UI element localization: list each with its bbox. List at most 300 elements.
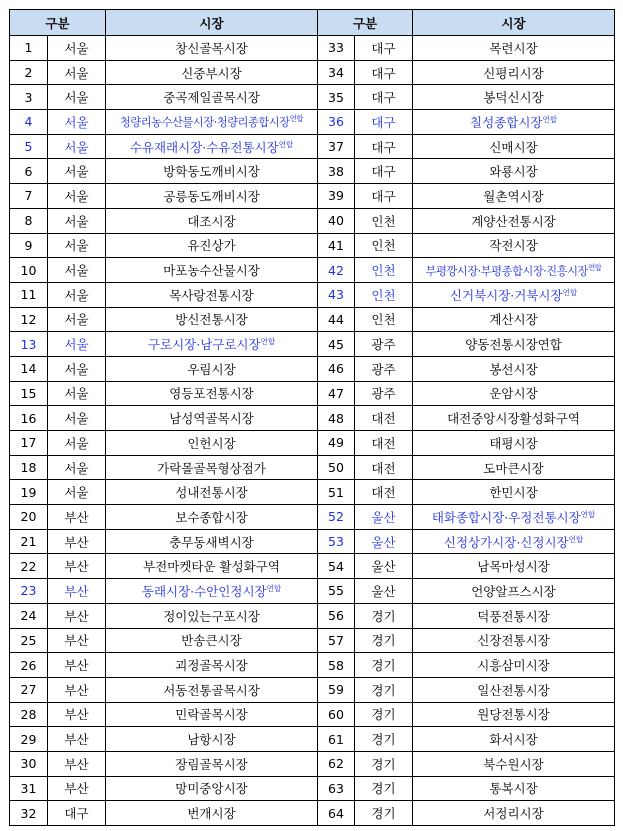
market-name: 공릉동도깨비시장 (163, 188, 260, 204)
row-number: 64 (318, 801, 355, 826)
region-cell: 서울 (48, 258, 106, 283)
region-cell: 울산 (355, 554, 413, 579)
union-mark: 연합 (266, 583, 282, 593)
market-name-cell (106, 702, 318, 727)
row-number: 10 (10, 258, 48, 283)
region-cell: 서울 (48, 184, 106, 209)
table-row (10, 653, 615, 678)
row-number: 56 (318, 603, 355, 628)
market-name-cell (413, 85, 615, 110)
market-name-cell (413, 505, 615, 530)
table-row (10, 677, 615, 702)
market-name-cell (106, 208, 318, 233)
market-name: 방신전통시장 (175, 312, 248, 328)
market-name: 구로시장·남구로시장 (147, 337, 261, 353)
table-row (10, 702, 615, 727)
row-number: 42 (318, 258, 355, 283)
table-header (10, 10, 615, 36)
market-name-cell (106, 85, 318, 110)
region-cell: 경기 (355, 603, 413, 628)
union-mark: 연합 (587, 262, 602, 272)
row-number: 2 (10, 60, 48, 85)
region-cell: 대구 (48, 801, 106, 826)
table-row (10, 381, 615, 406)
union-mark: 연합 (260, 337, 276, 347)
table-row (10, 110, 615, 135)
market-name-cell (106, 801, 318, 826)
table-row (10, 184, 615, 209)
header-row (10, 10, 615, 36)
table-row (10, 258, 615, 283)
region-cell: 서울 (48, 381, 106, 406)
row-number: 34 (318, 60, 355, 85)
row-number: 28 (10, 702, 48, 727)
market-name: 월촌역시장 (483, 188, 544, 204)
row-number: 54 (318, 554, 355, 579)
row-number: 44 (318, 307, 355, 332)
row-number: 63 (318, 776, 355, 801)
row-number: 58 (318, 653, 355, 678)
market-name: 한민시장 (489, 485, 538, 501)
market-name-cell (413, 653, 615, 678)
row-number: 6 (10, 159, 48, 184)
table-row (10, 36, 615, 61)
table-row (10, 603, 615, 628)
table-row (10, 480, 615, 505)
market-name-cell (106, 653, 318, 678)
region-cell: 부산 (48, 702, 106, 727)
region-cell: 서울 (48, 159, 106, 184)
market-name-cell (106, 110, 318, 135)
market-name: 와룡시장 (489, 164, 538, 180)
market-name: 망미중앙시장 (175, 781, 248, 797)
market-name-cell (413, 677, 615, 702)
market-name-cell (106, 36, 318, 61)
table-row (10, 776, 615, 801)
region-cell: 광주 (355, 356, 413, 381)
market-name-cell (106, 184, 318, 209)
table-row (10, 455, 615, 480)
region-cell: 대구 (355, 85, 413, 110)
region-cell: 대전 (355, 431, 413, 456)
market-name: 중곡제일골목시장 (163, 90, 260, 106)
table-row (10, 332, 615, 357)
union-mark: 연합 (580, 509, 596, 519)
row-number: 59 (318, 677, 355, 702)
market-name-cell (106, 480, 318, 505)
market-name: 작전시장 (489, 238, 538, 254)
market-name-cell (413, 727, 615, 752)
market-name-cell (413, 628, 615, 653)
union-mark: 연합 (568, 534, 584, 544)
region-cell: 대구 (355, 159, 413, 184)
row-number: 49 (318, 431, 355, 456)
market-name: 일산전통시장 (477, 682, 550, 698)
market-name-cell (413, 702, 615, 727)
region-cell: 서울 (48, 36, 106, 61)
market-name-cell (413, 110, 615, 135)
row-number: 57 (318, 628, 355, 653)
row-number: 35 (318, 85, 355, 110)
row-number: 19 (10, 480, 48, 505)
market-name-cell (413, 603, 615, 628)
region-cell: 대전 (355, 406, 413, 431)
market-name-cell (413, 36, 615, 61)
table-row (10, 529, 615, 554)
row-number: 52 (318, 505, 355, 530)
row-number: 60 (318, 702, 355, 727)
row-number: 4 (10, 110, 48, 135)
region-cell: 광주 (355, 332, 413, 357)
market-name: 도마큰시장 (483, 460, 544, 476)
row-number: 46 (318, 356, 355, 381)
row-number: 1 (10, 36, 48, 61)
region-cell: 서울 (48, 233, 106, 258)
market-name: 인헌시장 (187, 435, 236, 451)
market-name-cell (413, 184, 615, 209)
market-name-cell (106, 529, 318, 554)
region-cell: 부산 (48, 751, 106, 776)
header-market-right: 시장 (413, 10, 615, 36)
market-name: 괴정골목시장 (175, 658, 248, 674)
market-name-cell (413, 159, 615, 184)
row-number: 7 (10, 184, 48, 209)
row-number: 51 (318, 480, 355, 505)
row-number: 20 (10, 505, 48, 530)
market-name: 언양알프스시장 (471, 583, 556, 599)
market-name-cell (106, 677, 318, 702)
market-name-cell (106, 307, 318, 332)
table-row (10, 505, 615, 530)
row-number: 61 (318, 727, 355, 752)
market-name: 대조시장 (187, 213, 236, 229)
row-number: 33 (318, 36, 355, 61)
row-number: 39 (318, 184, 355, 209)
market-name: 목사랑전통시장 (169, 287, 254, 303)
row-number: 23 (10, 579, 48, 604)
market-name: 화서시장 (489, 732, 538, 748)
row-number: 17 (10, 431, 48, 456)
row-number: 29 (10, 727, 48, 752)
region-cell: 서울 (48, 480, 106, 505)
row-number: 43 (318, 282, 355, 307)
market-name: 서정리시장 (483, 806, 544, 822)
market-name: 계산시장 (489, 312, 538, 328)
market-name-cell (413, 801, 615, 826)
row-number: 13 (10, 332, 48, 357)
market-name-cell (413, 356, 615, 381)
region-cell: 경기 (355, 628, 413, 653)
row-number: 8 (10, 208, 48, 233)
row-number: 24 (10, 603, 48, 628)
table-row (10, 751, 615, 776)
market-name: 신매시장 (489, 139, 538, 155)
row-number: 37 (318, 134, 355, 159)
market-name: 성내전통시장 (175, 485, 248, 501)
market-name-cell (413, 258, 615, 283)
row-number: 62 (318, 751, 355, 776)
market-name: 동래시장·수안인정시장 (141, 583, 267, 599)
market-name-cell (413, 307, 615, 332)
region-cell: 서울 (48, 282, 106, 307)
row-number: 55 (318, 579, 355, 604)
market-name-cell (106, 751, 318, 776)
market-name: 봉선시장 (489, 361, 538, 377)
region-cell: 부산 (48, 628, 106, 653)
row-number: 31 (10, 776, 48, 801)
market-name-cell (413, 381, 615, 406)
row-number: 40 (318, 208, 355, 233)
region-cell: 경기 (355, 801, 413, 826)
market-name: 봉덕신시장 (483, 90, 544, 106)
region-cell: 대전 (355, 455, 413, 480)
region-cell: 서울 (48, 85, 106, 110)
market-name: 신중부시장 (181, 65, 242, 81)
table-row (10, 431, 615, 456)
market-name: 북수원시장 (483, 756, 544, 772)
market-name: 원당전통시장 (477, 707, 550, 723)
table-row (10, 801, 615, 826)
region-cell: 서울 (48, 60, 106, 85)
header-market-left: 시장 (106, 10, 318, 36)
market-name-cell (106, 233, 318, 258)
market-name: 양동전통시장연합 (465, 337, 562, 353)
region-cell: 서울 (48, 110, 106, 135)
region-cell: 경기 (355, 677, 413, 702)
market-name-cell (106, 282, 318, 307)
market-name-cell (106, 727, 318, 752)
table-row (10, 579, 615, 604)
market-name: 번개시장 (187, 806, 236, 822)
market-name: 계양산전통시장 (471, 213, 556, 229)
row-number: 14 (10, 356, 48, 381)
row-number: 18 (10, 455, 48, 480)
row-number: 45 (318, 332, 355, 357)
market-name: 보수종합시장 (175, 509, 248, 525)
market-name-cell (413, 431, 615, 456)
region-cell: 대구 (355, 36, 413, 61)
market-name-cell (106, 406, 318, 431)
row-number: 27 (10, 677, 48, 702)
region-cell: 부산 (48, 529, 106, 554)
region-cell: 부산 (48, 727, 106, 752)
market-name-cell (413, 282, 615, 307)
market-name: 목련시장 (489, 40, 538, 56)
row-number: 3 (10, 85, 48, 110)
region-cell: 대구 (355, 184, 413, 209)
table-row (10, 208, 615, 233)
market-name: 정이있는구포시장 (163, 608, 260, 624)
market-name-cell (413, 406, 615, 431)
market-name-cell (413, 776, 615, 801)
market-name: 남항시장 (187, 732, 236, 748)
market-name: 신장전통시장 (477, 633, 550, 649)
market-name: 유진상가 (187, 238, 236, 254)
region-cell: 울산 (355, 529, 413, 554)
market-name-cell (106, 134, 318, 159)
market-name: 남성역골목시장 (169, 411, 254, 427)
market-name: 영등포전통시장 (169, 386, 254, 402)
market-name: 태화종합시장·우정전통시장 (431, 509, 581, 525)
market-name: 서동전통골목시장 (163, 682, 260, 698)
market-name: 태평시장 (489, 435, 538, 451)
table-row (10, 159, 615, 184)
region-cell: 부산 (48, 603, 106, 628)
region-cell: 부산 (48, 653, 106, 678)
region-cell: 서울 (48, 332, 106, 357)
row-number: 41 (318, 233, 355, 258)
market-name-cell (413, 134, 615, 159)
row-number: 36 (318, 110, 355, 135)
region-cell: 서울 (48, 307, 106, 332)
market-name-cell (106, 60, 318, 85)
row-number: 50 (318, 455, 355, 480)
market-name: 가락몰골목형상점가 (157, 460, 266, 476)
table-row (10, 307, 615, 332)
table-row (10, 628, 615, 653)
header-category-left: 구분 (10, 10, 106, 36)
table-row (10, 134, 615, 159)
region-cell: 인천 (355, 307, 413, 332)
region-cell: 서울 (48, 455, 106, 480)
market-name: 마포농수산물시장 (163, 263, 260, 279)
region-cell: 경기 (355, 751, 413, 776)
union-mark: 연합 (542, 114, 557, 124)
market-name: 창신골목시장 (175, 40, 248, 56)
market-name-cell (106, 505, 318, 530)
region-cell: 서울 (48, 406, 106, 431)
market-name: 반송큰시장 (181, 633, 242, 649)
market-name: 청량리농수산물시장·청량리종합시장 (119, 116, 290, 130)
market-name: 대전중앙시장활성화구역 (447, 411, 580, 427)
market-name-cell (106, 381, 318, 406)
union-mark: 연합 (278, 139, 294, 149)
table-row (10, 554, 615, 579)
market-name: 우림시장 (187, 361, 236, 377)
market-name-cell (413, 60, 615, 85)
row-number: 53 (318, 529, 355, 554)
row-number: 26 (10, 653, 48, 678)
table-row (10, 727, 615, 752)
row-number: 11 (10, 282, 48, 307)
table-row (10, 60, 615, 85)
region-cell: 대전 (355, 480, 413, 505)
region-cell: 인천 (355, 208, 413, 233)
row-number: 38 (318, 159, 355, 184)
region-cell: 대구 (355, 110, 413, 135)
row-number: 12 (10, 307, 48, 332)
market-name-cell (106, 332, 318, 357)
region-cell: 광주 (355, 381, 413, 406)
row-number: 5 (10, 134, 48, 159)
region-cell: 부산 (48, 505, 106, 530)
market-name: 운암시장 (489, 386, 538, 402)
table-row (10, 282, 615, 307)
row-number: 21 (10, 529, 48, 554)
header-category-right: 구분 (318, 10, 413, 36)
union-mark: 연합 (562, 287, 578, 297)
market-name-cell (106, 455, 318, 480)
market-name: 통복시장 (489, 781, 538, 797)
row-number: 22 (10, 554, 48, 579)
region-cell: 대구 (355, 134, 413, 159)
table-row (10, 85, 615, 110)
market-name: 부평깡시장·부평종합시장·진흥시장 (425, 264, 588, 278)
row-number: 25 (10, 628, 48, 653)
market-name: 남목마성시장 (477, 559, 550, 575)
market-name-cell (413, 579, 615, 604)
market-name: 부전마켓타운 활성화구역 (143, 559, 280, 575)
market-name: 덕풍전통시장 (477, 608, 550, 624)
market-name-cell (106, 628, 318, 653)
market-name: 신평리시장 (483, 65, 544, 81)
region-cell: 인천 (355, 233, 413, 258)
row-number: 9 (10, 233, 48, 258)
region-cell: 울산 (355, 579, 413, 604)
market-name: 민락골목시장 (175, 707, 248, 723)
table-row (10, 233, 615, 258)
market-name-cell (413, 554, 615, 579)
row-number: 15 (10, 381, 48, 406)
market-name-cell (106, 603, 318, 628)
region-cell: 서울 (48, 134, 106, 159)
market-name-cell (106, 579, 318, 604)
region-cell: 부산 (48, 579, 106, 604)
region-cell: 부산 (48, 677, 106, 702)
row-number: 32 (10, 801, 48, 826)
table-row (10, 406, 615, 431)
market-name: 칠성종합시장 (470, 114, 543, 130)
row-number: 48 (318, 406, 355, 431)
region-cell: 경기 (355, 702, 413, 727)
region-cell: 울산 (355, 505, 413, 530)
region-cell: 인천 (355, 282, 413, 307)
region-cell: 대구 (355, 60, 413, 85)
union-mark: 연합 (289, 114, 304, 124)
market-name-cell (413, 233, 615, 258)
market-name-cell (413, 455, 615, 480)
row-number: 30 (10, 751, 48, 776)
region-cell: 서울 (48, 431, 106, 456)
market-name: 시흥삼미시장 (477, 658, 550, 674)
market-name-cell (106, 356, 318, 381)
market-name: 신정상가시장·신정시장 (443, 534, 569, 550)
market-name-cell (106, 776, 318, 801)
market-name-cell (106, 431, 318, 456)
market-name: 방학동도깨비시장 (163, 164, 260, 180)
market-name-cell (106, 554, 318, 579)
market-name-cell (413, 529, 615, 554)
market-name-cell (106, 258, 318, 283)
market-name-cell (413, 480, 615, 505)
market-table (9, 9, 615, 826)
row-number: 47 (318, 381, 355, 406)
region-cell: 경기 (355, 776, 413, 801)
table-body (10, 36, 615, 826)
market-name: 수유재래시장·수유전통시장 (129, 139, 279, 155)
region-cell: 부산 (48, 554, 106, 579)
market-name-cell (413, 751, 615, 776)
row-number: 16 (10, 406, 48, 431)
market-name-cell (106, 159, 318, 184)
table-row (10, 356, 615, 381)
region-cell: 경기 (355, 653, 413, 678)
market-name: 신거북시장·거북시장 (449, 287, 563, 303)
market-name-cell (413, 208, 615, 233)
region-cell: 부산 (48, 776, 106, 801)
market-name: 충무동새벽시장 (169, 534, 254, 550)
market-name-cell (413, 332, 615, 357)
